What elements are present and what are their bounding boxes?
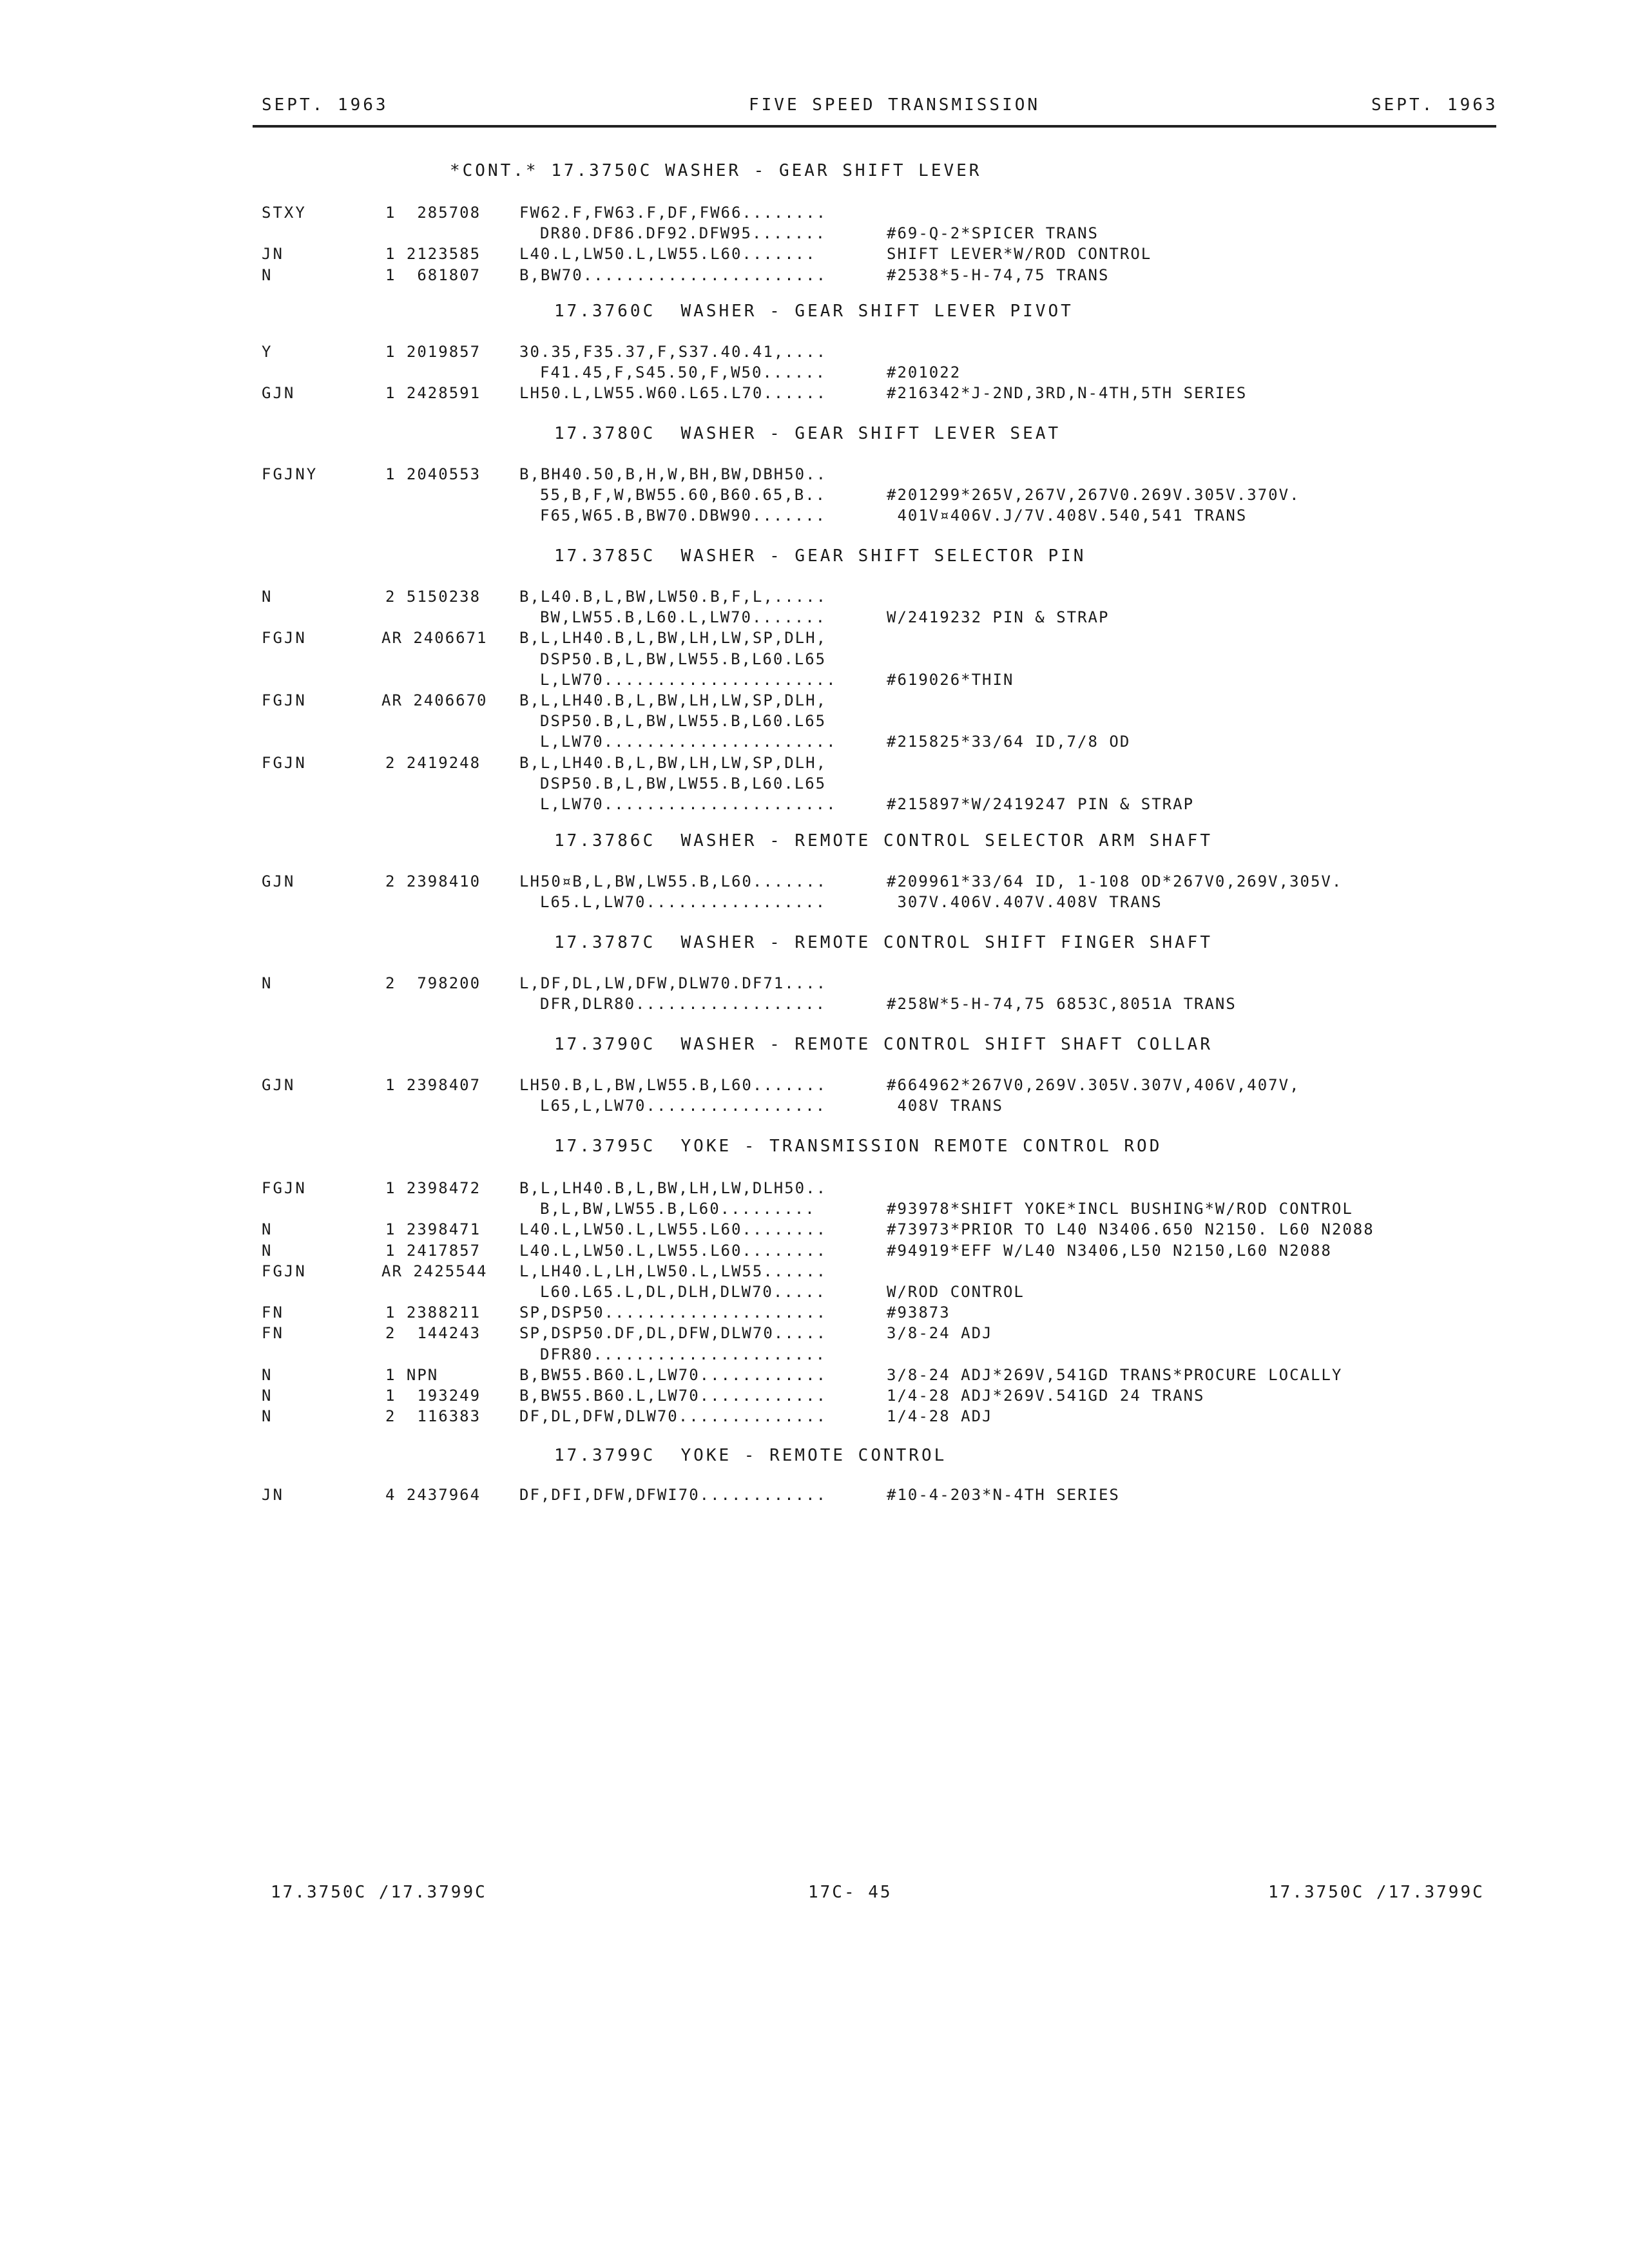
- part-line: [0, 1366, 1629, 1387]
- section-title: 17.3760C WASHER - GEAR SHIFT LEVER PIVOT: [554, 302, 1074, 321]
- part-line: [0, 1262, 1629, 1283]
- part-line: [0, 1486, 1629, 1506]
- model-code: Y: [262, 343, 273, 361]
- section-title: 17.3787C WASHER - REMOTE CONTROL SHIFT FINGER SHAFT: [554, 933, 1213, 952]
- part-line: [0, 974, 1629, 995]
- part-line: [0, 774, 1629, 795]
- qty-part-number: 1 2040553: [385, 465, 481, 483]
- part-line: [0, 1076, 1629, 1097]
- part-notes: #10-4-203*N-4TH SERIES: [887, 1486, 1120, 1504]
- qty-part-number: 1 285708: [385, 204, 481, 222]
- part-notes: 408V TRANS: [887, 1097, 1003, 1115]
- model-code: FGJN: [262, 691, 307, 709]
- model-code: FGJNY: [262, 465, 318, 483]
- part-notes: #2538*5-H-74,75 TRANS: [887, 265, 1110, 284]
- model-list: B,BW55.B60.L,LW70............: [519, 1387, 827, 1405]
- qty-part-number: 4 2437964: [385, 1486, 481, 1504]
- part-line: [0, 1097, 1629, 1117]
- model-list: L,LW70......................: [540, 670, 837, 689]
- qty-part-number: 1 2417857: [385, 1241, 481, 1260]
- model-list: 55,B,F,W,BW55.60,B60.65,B..: [540, 486, 827, 505]
- model-code: JN: [262, 245, 284, 264]
- part-line: [0, 1345, 1629, 1366]
- model-list: DSP50.B,L,BW,LW55.B,L60.L65: [540, 649, 827, 668]
- part-notes: #94919*EFF W/L40 N3406,L50 N2150,L60 N2088: [887, 1241, 1332, 1260]
- part-line: [0, 1200, 1629, 1220]
- model-list: DFR,DLR80..................: [540, 995, 827, 1014]
- model-code: N: [262, 588, 273, 606]
- qty-part-number: 2 2398410: [385, 872, 481, 890]
- model-list: DSP50.B,L,BW,LW55.B,L60.L65: [540, 774, 827, 793]
- model-code: FGJN: [262, 753, 307, 772]
- part-line: [0, 384, 1629, 405]
- model-list: L,LW70......................: [540, 733, 837, 751]
- part-notes: #201299*265V,267V,267V0.269V.305V.370V.: [887, 486, 1300, 505]
- part-line: [0, 204, 1629, 224]
- footer-range-left: 17.3750C /17.3799C: [271, 1883, 487, 1902]
- part-line: [0, 343, 1629, 363]
- part-line: [0, 754, 1629, 774]
- part-line: [0, 1179, 1629, 1200]
- qty-part-number: 1 2428591: [385, 384, 481, 403]
- part-line: [0, 872, 1629, 893]
- footer-range-right: 17.3750C /17.3799C: [1268, 1883, 1485, 1902]
- qty-part-number: 2 116383: [385, 1407, 481, 1426]
- model-code: N: [262, 974, 273, 992]
- part-line: [0, 650, 1629, 671]
- model-code: GJN: [262, 1076, 296, 1094]
- qty-part-number: 2 144243: [385, 1324, 481, 1343]
- model-list: L40.L,LW50.L,LW55.L60........: [519, 1241, 827, 1260]
- qty-part-number: 1 2398472: [385, 1179, 481, 1197]
- part-line: [0, 506, 1629, 527]
- qty-part-number: 1 2398407: [385, 1076, 481, 1094]
- part-notes: #201022: [887, 363, 961, 382]
- model-code: N: [262, 1407, 273, 1426]
- part-line: [0, 1283, 1629, 1303]
- model-list: BW,LW55.B,L60.L,LW70.......: [540, 608, 827, 627]
- qty-part-number: 2 798200: [385, 974, 481, 992]
- model-code: N: [262, 1365, 273, 1384]
- part-line: [0, 363, 1629, 384]
- model-code: N: [262, 1387, 273, 1405]
- part-line: [0, 1324, 1629, 1345]
- model-list: B,BW55.B60.L,LW70............: [519, 1365, 827, 1384]
- part-line: [0, 224, 1629, 245]
- header-title: FIVE SPEED TRANSMISSION: [749, 95, 1041, 115]
- qty-part-number: 1 2019857: [385, 343, 481, 361]
- part-notes: 3/8-24 ADJ*269V,541GD TRANS*PROCURE LOCALLY: [887, 1365, 1343, 1384]
- section-title: 17.3795C YOKE - TRANSMISSION REMOTE CONTROL ROD: [554, 1137, 1162, 1156]
- model-code: GJN: [262, 384, 296, 403]
- part-notes: 1/4-28 ADJ: [887, 1407, 993, 1426]
- model-code: GJN: [262, 872, 296, 890]
- part-notes: 1/4-28 ADJ*269V.541GD 24 TRANS: [887, 1387, 1205, 1405]
- qty-part-number: 1 681807: [385, 265, 481, 284]
- qty-part-number: 1 193249: [385, 1387, 481, 1405]
- part-notes: #664962*267V0,269V.305V.307V,406V,407V,: [887, 1076, 1300, 1094]
- model-list: L65.L,LW70.................: [540, 893, 827, 912]
- part-notes: 3/8-24 ADJ: [887, 1324, 993, 1343]
- model-list: LH50.L,LW55.W60.L65.L70......: [519, 384, 827, 403]
- part-line: [0, 795, 1629, 816]
- model-list: SP,DSP50.DF,DL,DFW,DLW70.....: [519, 1324, 827, 1343]
- model-list: B,L,LH40.B,L,BW,LH,LW,SP,DLH,: [519, 753, 827, 772]
- header-date-left: SEPT. 1963: [262, 95, 389, 115]
- part-notes: #209961*33/64 ID, 1-108 OD*267V0,269V,305V.: [887, 872, 1343, 890]
- part-line: [0, 245, 1629, 265]
- part-line: [0, 733, 1629, 753]
- model-list: LH50¤B,L,BW,LW55.B,L60.......: [519, 872, 827, 890]
- section-title: 17.3790C WASHER - REMOTE CONTROL SHIFT SHAFT COLLAR: [554, 1035, 1213, 1054]
- model-list: L40.L,LW50.L,LW55.L60.......: [519, 245, 816, 264]
- model-code: FN: [262, 1303, 284, 1322]
- qty-part-number: AR 2406671: [381, 629, 488, 648]
- part-notes: #93873: [887, 1303, 950, 1322]
- qty-part-number: AR 2425544: [381, 1262, 488, 1280]
- section-title: 17.3785C WASHER - GEAR SHIFT SELECTOR PIN: [554, 546, 1086, 566]
- model-list: F65,W65.B,BW70.DBW90.......: [540, 506, 827, 525]
- model-list: DF,DL,DFW,DLW70..............: [519, 1407, 827, 1426]
- section-title: 17.3780C WASHER - GEAR SHIFT LEVER SEAT: [554, 424, 1061, 443]
- model-code: N: [262, 265, 273, 284]
- model-list: DSP50.B,L,BW,LW55.B,L60.L65: [540, 712, 827, 731]
- section-title: *CONT.* 17.3750C WASHER - GEAR SHIFT LEVER: [450, 161, 982, 180]
- model-list: B,BH40.50,B,H,W,BH,BW,DBH50..: [519, 465, 827, 483]
- model-code: FGJN: [262, 1262, 307, 1280]
- model-list: 30.35,F35.37,F,S37.40.41,....: [519, 343, 827, 361]
- part-line: [0, 893, 1629, 914]
- part-notes: SHIFT LEVER*W/ROD CONTROL: [887, 245, 1152, 264]
- model-list: L65,L,LW70.................: [540, 1097, 827, 1115]
- header-date-right: SEPT. 1963: [1371, 95, 1498, 115]
- part-notes: #619026*THIN: [887, 670, 1014, 689]
- model-code: FGJN: [262, 1179, 307, 1197]
- part-line: [0, 588, 1629, 608]
- model-list: DR80.DF86.DF92.DFW95.......: [540, 224, 827, 243]
- model-list: L40.L,LW50.L,LW55.L60........: [519, 1220, 827, 1239]
- model-list: B,L,BW,LW55.B,L60.........: [540, 1200, 816, 1218]
- part-notes: #258W*5-H-74,75 6853C,8051A TRANS: [887, 995, 1237, 1014]
- model-list: B,BW70.......................: [519, 265, 827, 284]
- model-code: FN: [262, 1324, 284, 1343]
- model-list: SP,DSP50.....................: [519, 1303, 827, 1322]
- model-code: N: [262, 1241, 273, 1260]
- model-list: B,L,LH40.B,L,BW,LH,LW,DLH50..: [519, 1179, 827, 1197]
- model-list: L,LW70......................: [540, 795, 837, 813]
- qty-part-number: 1 NPN: [385, 1365, 439, 1384]
- part-notes: 401V¤406V.J/7V.408V.540,541 TRANS: [887, 506, 1248, 525]
- model-list: DFR80......................: [540, 1345, 827, 1363]
- part-line: [0, 1387, 1629, 1407]
- part-notes: #93978*SHIFT YOKE*INCL BUSHING*W/ROD CONTROL: [887, 1200, 1353, 1218]
- part-line: [0, 266, 1629, 287]
- part-line: [0, 1407, 1629, 1428]
- part-notes: W/ROD CONTROL: [887, 1283, 1025, 1301]
- part-line: [0, 465, 1629, 486]
- part-line: [0, 712, 1629, 733]
- part-notes: #215825*33/64 ID,7/8 OD: [887, 733, 1131, 751]
- model-list: LH50.B,L,BW,LW55.B,L60.......: [519, 1076, 827, 1094]
- part-line: [0, 629, 1629, 649]
- qty-part-number: 2 2419248: [385, 753, 481, 772]
- model-list: F41.45,F,S45.50,F,W50......: [540, 363, 827, 382]
- section-title: 17.3786C WASHER - REMOTE CONTROL SELECTOR ARM SHAFT: [554, 831, 1213, 850]
- model-list: L,LH40.L,LH,LW50.L,LW55......: [519, 1262, 827, 1280]
- qty-part-number: 2 5150238: [385, 588, 481, 606]
- footer-page-number: 17C- 45: [808, 1883, 892, 1902]
- qty-part-number: AR 2406670: [381, 691, 488, 709]
- section-title: 17.3799C YOKE - REMOTE CONTROL: [554, 1446, 947, 1465]
- part-notes: #216342*J-2ND,3RD,N-4TH,5TH SERIES: [887, 384, 1248, 403]
- model-list: B,L,LH40.B,L,BW,LH,LW,SP,DLH,: [519, 629, 827, 648]
- model-code: JN: [262, 1486, 284, 1504]
- model-list: B,L,LH40.B,L,BW,LH,LW,SP,DLH,: [519, 691, 827, 709]
- model-code: STXY: [262, 204, 307, 222]
- part-notes: 307V.406V.407V.408V TRANS: [887, 893, 1162, 912]
- part-line: [0, 995, 1629, 1015]
- model-code: N: [262, 1220, 273, 1239]
- model-list: L,DF,DL,LW,DFW,DLW70.DF71....: [519, 974, 827, 992]
- qty-part-number: 1 2398471: [385, 1220, 481, 1239]
- model-list: L60.L65.L,DL,DLH,DLW70.....: [540, 1283, 827, 1301]
- model-list: B,L40.B,L,BW,LW50.B,F,L,.....: [519, 588, 827, 606]
- part-line: [0, 691, 1629, 712]
- part-notes: W/2419232 PIN & STRAP: [887, 608, 1110, 627]
- model-list: FW62.F,FW63.F,DF,FW66........: [519, 204, 827, 222]
- part-line: [0, 1242, 1629, 1262]
- model-code: FGJN: [262, 629, 307, 648]
- qty-part-number: 1 2123585: [385, 245, 481, 264]
- part-line: [0, 486, 1629, 506]
- part-notes: #73973*PRIOR TO L40 N3406.650 N2150. L60 N2088: [887, 1220, 1374, 1239]
- model-list: DF,DFI,DFW,DFWI70............: [519, 1486, 827, 1504]
- qty-part-number: 1 2388211: [385, 1303, 481, 1322]
- part-line: [0, 1303, 1629, 1324]
- part-notes: #215897*W/2419247 PIN & STRAP: [887, 795, 1195, 813]
- part-notes: #69-Q-2*SPICER TRANS: [887, 224, 1099, 243]
- part-line: [0, 608, 1629, 629]
- part-line: [0, 671, 1629, 691]
- part-line: [0, 1220, 1629, 1241]
